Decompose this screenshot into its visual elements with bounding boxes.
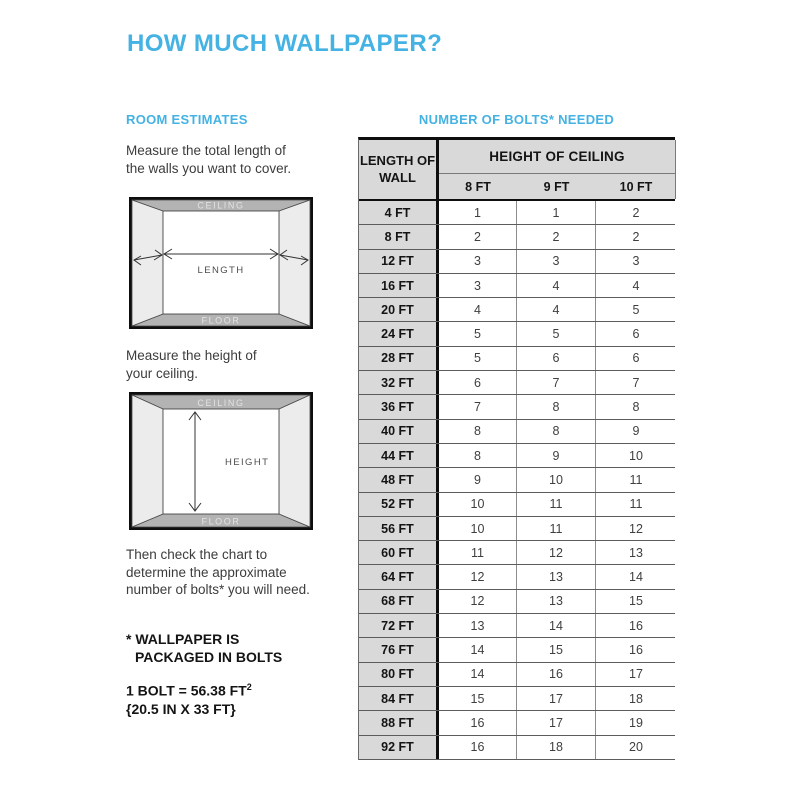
bolts-8ft-cell: 14 [439, 638, 517, 661]
room-length-diagram [129, 197, 313, 329]
bolt-size-line1 [126, 678, 252, 700]
room-height-diagram [129, 392, 313, 530]
wall-length-cell: 52 FT [359, 493, 439, 516]
wall-length-cell: 60 FT [359, 541, 439, 564]
check-chart-line2: determine the approximate [126, 564, 287, 580]
table-row [359, 517, 675, 541]
bolts-9ft-cell: 18 [517, 736, 596, 759]
measure-length-line2: the walls you want to cover. [126, 160, 292, 176]
bolts-10ft-cell: 2 [596, 225, 676, 248]
bolts-9ft-cell: 16 [517, 663, 596, 686]
table-row [359, 274, 675, 298]
left-wall [132, 395, 163, 527]
table-row [359, 687, 675, 711]
wall-length-cell: 20 FT [359, 298, 439, 321]
bolts-8ft-cell: 5 [439, 347, 517, 370]
bolt-size-superscript: 2 [246, 682, 252, 692]
table-row [359, 663, 675, 687]
wall-length-cell: 28 FT [359, 347, 439, 370]
bolt-size-line2: {20.5 IN X 33 FT} [126, 700, 236, 717]
bolts-9ft-cell: 10 [517, 468, 596, 491]
ceiling-label: CEILING [197, 398, 245, 408]
bolts-8ft-cell: 8 [439, 444, 517, 467]
wall-length-cell: 88 FT [359, 711, 439, 734]
bolts-9ft-cell: 3 [517, 250, 596, 273]
bolts-10ft-cell: 12 [596, 517, 676, 540]
back-wall [163, 211, 279, 314]
bolts-table [358, 137, 675, 760]
table-row [359, 201, 675, 225]
wall-length-cell: 16 FT [359, 274, 439, 297]
bolts-9ft-cell: 5 [517, 322, 596, 345]
bolts-9ft-cell: 7 [517, 371, 596, 394]
bolts-8ft-cell: 12 [439, 565, 517, 588]
bolts-9ft-cell: 2 [517, 225, 596, 248]
bolts-10ft-cell: 16 [596, 638, 676, 661]
bolts-8ft-cell: 16 [439, 711, 517, 734]
page-title: HOW MUCH WALLPAPER? [127, 30, 443, 57]
table-row [359, 565, 675, 589]
bolts-8ft-cell: 15 [439, 687, 517, 710]
measure-length-text [126, 142, 346, 177]
bolts-8ft-cell: 6 [439, 371, 517, 394]
footnote-line1: * WALLPAPER IS [126, 631, 240, 647]
wallpaper-footnote [126, 630, 282, 666]
bolts-9ft-cell: 4 [517, 274, 596, 297]
table-row [359, 638, 675, 662]
measure-length-line1: Measure the total length of [126, 143, 286, 158]
footnote-line2: PACKAGED IN BOLTS [135, 649, 283, 665]
table-row [359, 614, 675, 638]
measure-height-line1: Measure the height of [126, 348, 257, 363]
bolts-9ft-cell: 13 [517, 590, 596, 613]
table-row [359, 736, 675, 760]
table-row [359, 250, 675, 274]
bolts-8ft-cell: 16 [439, 736, 517, 759]
wall-length-cell: 32 FT [359, 371, 439, 394]
measure-height-text [126, 347, 346, 382]
bolts-9ft-cell: 4 [517, 298, 596, 321]
measure-height-line2: your ceiling. [126, 365, 199, 381]
bolt-size-text: 1 BOLT = 56.38 FT [126, 682, 247, 699]
bolts-8ft-cell: 3 [439, 274, 517, 297]
bolts-8ft-cell: 11 [439, 541, 517, 564]
ceiling-height-subheaders [439, 174, 675, 199]
floor-label: FLOOR [201, 516, 241, 527]
height-dimension-label: HEIGHT [225, 457, 270, 468]
bolts-9ft-cell: 9 [517, 444, 596, 467]
bolts-9ft-cell: 13 [517, 565, 596, 588]
bolts-9ft-cell: 12 [517, 541, 596, 564]
bolts-8ft-cell: 2 [439, 225, 517, 248]
bolts-10ft-cell: 6 [596, 322, 676, 345]
bolts-10ft-cell: 3 [596, 250, 676, 273]
bolts-10ft-cell: 8 [596, 395, 676, 418]
check-chart-text [126, 546, 346, 599]
bolts-8ft-cell: 14 [439, 663, 517, 686]
room-estimates-heading: ROOM ESTIMATES [126, 112, 248, 127]
bolts-table-body [359, 201, 675, 760]
bolts-10ft-cell: 17 [596, 663, 676, 686]
table-row [359, 225, 675, 249]
table-row [359, 420, 675, 444]
wall-length-cell: 80 FT [359, 663, 439, 686]
bolts-10ft-cell: 5 [596, 298, 676, 321]
wall-length-cell: 12 FT [359, 250, 439, 273]
table-row [359, 371, 675, 395]
right-wall [279, 395, 310, 527]
bolts-10ft-cell: 19 [596, 711, 676, 734]
wall-length-cell: 64 FT [359, 565, 439, 588]
bolts-9ft-cell: 15 [517, 638, 596, 661]
ceiling-label: CEILING [197, 200, 245, 211]
wall-length-cell: 8 FT [359, 225, 439, 248]
subheader-8ft: 8 FT [465, 179, 491, 194]
wall-length-cell: 40 FT [359, 420, 439, 443]
bolts-10ft-cell: 7 [596, 371, 676, 394]
bolts-8ft-cell: 4 [439, 298, 517, 321]
bolts-8ft-cell: 8 [439, 420, 517, 443]
bolts-10ft-cell: 14 [596, 565, 676, 588]
bolts-9ft-cell: 11 [517, 493, 596, 516]
wall-length-cell: 72 FT [359, 614, 439, 637]
table-row [359, 395, 675, 419]
bolts-10ft-cell: 10 [596, 444, 676, 467]
right-wall [279, 200, 310, 326]
wall-length-cell: 36 FT [359, 395, 439, 418]
left-wall [132, 200, 163, 326]
bolts-10ft-cell: 9 [596, 420, 676, 443]
bolts-8ft-cell: 13 [439, 614, 517, 637]
bolts-8ft-cell: 3 [439, 250, 517, 273]
bolts-9ft-cell: 11 [517, 517, 596, 540]
table-row [359, 298, 675, 322]
bolts-10ft-cell: 15 [596, 590, 676, 613]
floor-label: FLOOR [201, 315, 241, 326]
table-row [359, 711, 675, 735]
wall-length-cell: 68 FT [359, 590, 439, 613]
length-dimension-label: LENGTH [197, 265, 245, 276]
bolts-9ft-cell: 17 [517, 711, 596, 734]
bolts-needed-heading: NUMBER OF BOLTS* NEEDED [418, 112, 615, 127]
subheader-9ft: 9 FT [543, 179, 570, 194]
bolts-8ft-cell: 10 [439, 517, 517, 540]
bolts-9ft-cell: 8 [517, 420, 596, 443]
bolts-10ft-cell: 11 [596, 493, 676, 516]
bolts-10ft-cell: 18 [596, 687, 676, 710]
bolts-8ft-cell: 12 [439, 590, 517, 613]
wall-length-cell: 44 FT [359, 444, 439, 467]
bolts-9ft-cell: 6 [517, 347, 596, 370]
bolt-size-info [126, 678, 252, 718]
bolts-10ft-cell: 4 [596, 274, 676, 297]
bolts-9ft-cell: 17 [517, 687, 596, 710]
bolts-10ft-cell: 16 [596, 614, 676, 637]
bolts-8ft-cell: 9 [439, 468, 517, 491]
bolts-9ft-cell: 14 [517, 614, 596, 637]
table-row [359, 347, 675, 371]
check-chart-line3: number of bolts* you will need. [126, 582, 310, 597]
bolts-9ft-cell: 1 [517, 201, 596, 224]
wall-length-cell: 24 FT [359, 322, 439, 345]
length-of-wall-header: LENGTH OF WALL [359, 140, 439, 199]
table-row [359, 590, 675, 614]
wall-length-cell: 92 FT [359, 736, 439, 759]
bolts-8ft-cell: 5 [439, 322, 517, 345]
table-row [359, 322, 675, 346]
bolts-10ft-cell: 2 [596, 201, 676, 224]
bolts-10ft-cell: 13 [596, 541, 676, 564]
wall-length-cell: 76 FT [359, 638, 439, 661]
subheader-10ft: 10 FT [619, 179, 653, 194]
table-row [359, 493, 675, 517]
bolts-8ft-cell: 7 [439, 395, 517, 418]
wall-length-cell: 84 FT [359, 687, 439, 710]
check-chart-line1: Then check the chart to [126, 547, 268, 562]
bolts-10ft-cell: 11 [596, 468, 676, 491]
bolts-9ft-cell: 8 [517, 395, 596, 418]
height-of-ceiling-header-group [439, 140, 676, 199]
bolts-10ft-cell: 20 [596, 736, 676, 759]
wall-length-cell: 56 FT [359, 517, 439, 540]
table-row [359, 444, 675, 468]
table-row [359, 468, 675, 492]
bolts-10ft-cell: 6 [596, 347, 676, 370]
bolts-table-header [359, 140, 675, 201]
height-of-ceiling-header: HEIGHT OF CEILING [439, 140, 675, 174]
wall-length-cell: 4 FT [359, 201, 439, 224]
table-row [359, 541, 675, 565]
bolts-8ft-cell: 10 [439, 493, 517, 516]
wall-length-cell: 48 FT [359, 468, 439, 491]
bolts-8ft-cell: 1 [439, 201, 517, 224]
